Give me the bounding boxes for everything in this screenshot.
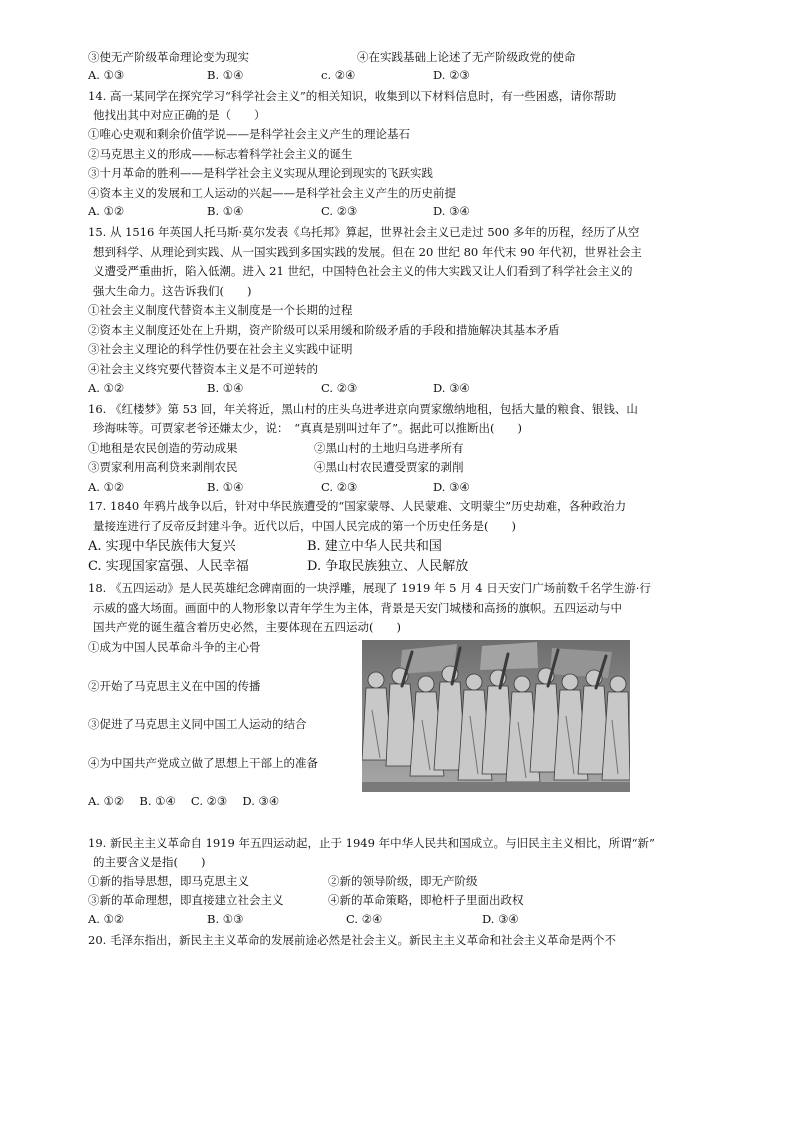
answer-choice: C. ②③	[321, 204, 358, 218]
answer-choice: B. ①④	[207, 480, 244, 494]
option-item: ③社会主义理论的科学性仍要在社会主义实践中证明	[88, 342, 353, 356]
option-item: ③新的革命理想，即直接建立社会主义	[88, 893, 284, 907]
answer-choice: B. ①④	[207, 68, 244, 82]
question-18-stem: 国共产党的诞生蕴含着历史必然，主要体现在五四运动( )	[93, 620, 401, 634]
answer-choice: C. ②③	[321, 381, 358, 395]
answer-choice: A. 实现中华民族伟大复兴	[88, 539, 236, 554]
answer-choice: D. ③④	[433, 204, 470, 218]
answer-choice: A. ①②	[88, 204, 125, 218]
question-18-stem: 示威的盛大场面。画面中的人物形象以青年学生为主体，背景是天安门城楼和高扬的旗帜。五四运动与中	[93, 601, 622, 615]
question-16-stem: 珍海味等。可贾家老爷还嫌太少，说： “真真是别叫过年了”。据此可以推断出( )	[93, 421, 522, 435]
question-19-stem: 的主要含义是指( )	[93, 855, 206, 869]
answer-choice: C. 实现国家富强、人民幸福	[88, 559, 249, 574]
option-item: ④新的革命策略，即枪杆子里面出政权	[328, 893, 524, 907]
question-17-stem: 17. 1840 年鸦片战争以后，针对中华民族遭受的“国家蒙辱、人民蒙难、文明蒙尘”历史劫难，各种政治力	[88, 499, 627, 513]
answer-choice: B. ①③	[207, 912, 244, 926]
answer-choice: C. ②④	[346, 912, 383, 926]
answer-choice: C. ②③	[321, 480, 358, 494]
option-item: ②开始了马克思主义在中国的传播	[88, 679, 261, 693]
option-item: ④为中国共产党成立做了思想上干部上的准备	[88, 756, 318, 770]
option-item: ②资本主义制度还处在上升期，资产阶级可以采用缓和阶级矛盾的手段和措施解决其基本矛盾	[88, 323, 560, 337]
question-16-stem: 16. 《红楼梦》第 53 回，年关将近，黑山村的庄头乌进孝进京向贾家缴纳地租，包括大量的粮食、银钱、山	[88, 402, 638, 416]
option-item: ①新的指导思想，即马克思主义	[88, 874, 249, 888]
answer-choice: D. ③④	[433, 480, 470, 494]
option-item: ④社会主义终究要代替资本主义是不可逆转的	[88, 362, 318, 376]
option-item: ②黑山村的土地归乌进孝所有	[314, 441, 464, 455]
question-18-stem: 18. 《五四运动》是人民英雄纪念碑南面的一块浮雕，展现了 1919 年 5 月 4 日天安门广场前数千名学生游·行	[88, 581, 651, 595]
option-item: ①社会主义制度代替资本主义制度是一个长期的过程	[88, 303, 353, 317]
question-15-stem: 想到科学、从理论到实践、从一国实践到多国实践的发展。但在 20 世纪 80 年代末 90 年代初，世界社会主	[93, 245, 642, 259]
answer-choices: A. ①② B. ①④ C. ②③ D. ③④	[88, 794, 280, 808]
option-item: ①成为中国人民革命斗争的主心骨	[88, 640, 261, 654]
answer-choice: A. ①②	[88, 381, 125, 395]
option-item: ①唯心史观和剩余价值学说——是科学社会主义产生的理论基石	[88, 127, 410, 141]
question-15-stem: 义遭受严重曲折，陷入低潮。进入 21 世纪，中国特色社会主义的伟大实践又让人们看到了科学社会主义的	[93, 264, 633, 278]
option-item: ③贾家利用高利贷来剥削农民	[88, 460, 238, 474]
option-item: ④黑山村农民遭受贾家的剥削	[314, 460, 464, 474]
option-item: ③十月革命的胜利——是科学社会主义实现从理论到现实的飞跃实践	[88, 166, 433, 180]
option-item: ④资本主义的发展和工人运动的兴起——是科学社会主义产生的历史前提	[88, 186, 456, 200]
option-item: ③促进了马克思主义同中国工人运动的结合	[88, 717, 307, 731]
question-14-stem: 他找出其中对应正确的是（ ）	[93, 108, 266, 122]
question-20-stem: 20. 毛泽东指出，新民主主义革命的发展前途必然是社会主义。新民主主义革命和社会主义革命是两个不	[88, 933, 616, 947]
option-item: ①地租是农民创造的劳动成果	[88, 441, 238, 455]
answer-choice: D. ②③	[433, 68, 470, 82]
answer-choice: D. 争取民族独立、人民解放	[307, 559, 469, 574]
option-item: ②马克思主义的形成——标志着科学社会主义的诞生	[88, 147, 353, 161]
answer-choice: A. ①③	[88, 68, 125, 82]
option-item: ④在实践基础上论述了无产阶级政党的使命	[357, 50, 576, 64]
question-15-stem: 强大生命力。这告诉我们( )	[93, 284, 252, 298]
answer-choice: D. ③④	[433, 381, 470, 395]
answer-choice: B. ①④	[207, 381, 244, 395]
answer-choice: D. ③④	[482, 912, 519, 926]
answer-choice: B. 建立中华人民共和国	[307, 539, 442, 554]
answer-choice: A. ①②	[88, 912, 125, 926]
question-14-stem: 14. 高一某同学在探究学习“科学社会主义”的相关知识，收集到以下材料信息时，有一些困惑，请你帮助	[88, 89, 617, 103]
may-fourth-relief-image	[362, 640, 630, 792]
answer-choice: A. ①②	[88, 480, 125, 494]
question-19-stem: 19. 新民主主义革命自 1919 年五四运动起，止于 1949 年中华人民共和国成立。与旧民主主义相比，所谓“新”	[88, 836, 655, 850]
answer-choice: c. ②④	[321, 68, 356, 82]
question-15-stem: 15. 从 1516 年英国人托马斯·莫尔发表《乌托邦》算起，世界社会主义已走过 500 多年的历程，经历了从空	[88, 225, 640, 239]
option-item: ③使无产阶级革命理论变为现实	[88, 50, 249, 64]
answer-choice: B. ①④	[207, 204, 244, 218]
option-item: ②新的领导阶级，即无产阶级	[328, 874, 478, 888]
question-17-stem: 量接连进行了反帝反封建斗争。近代以后，中国人民完成的第一个历史任务是( )	[93, 519, 516, 533]
